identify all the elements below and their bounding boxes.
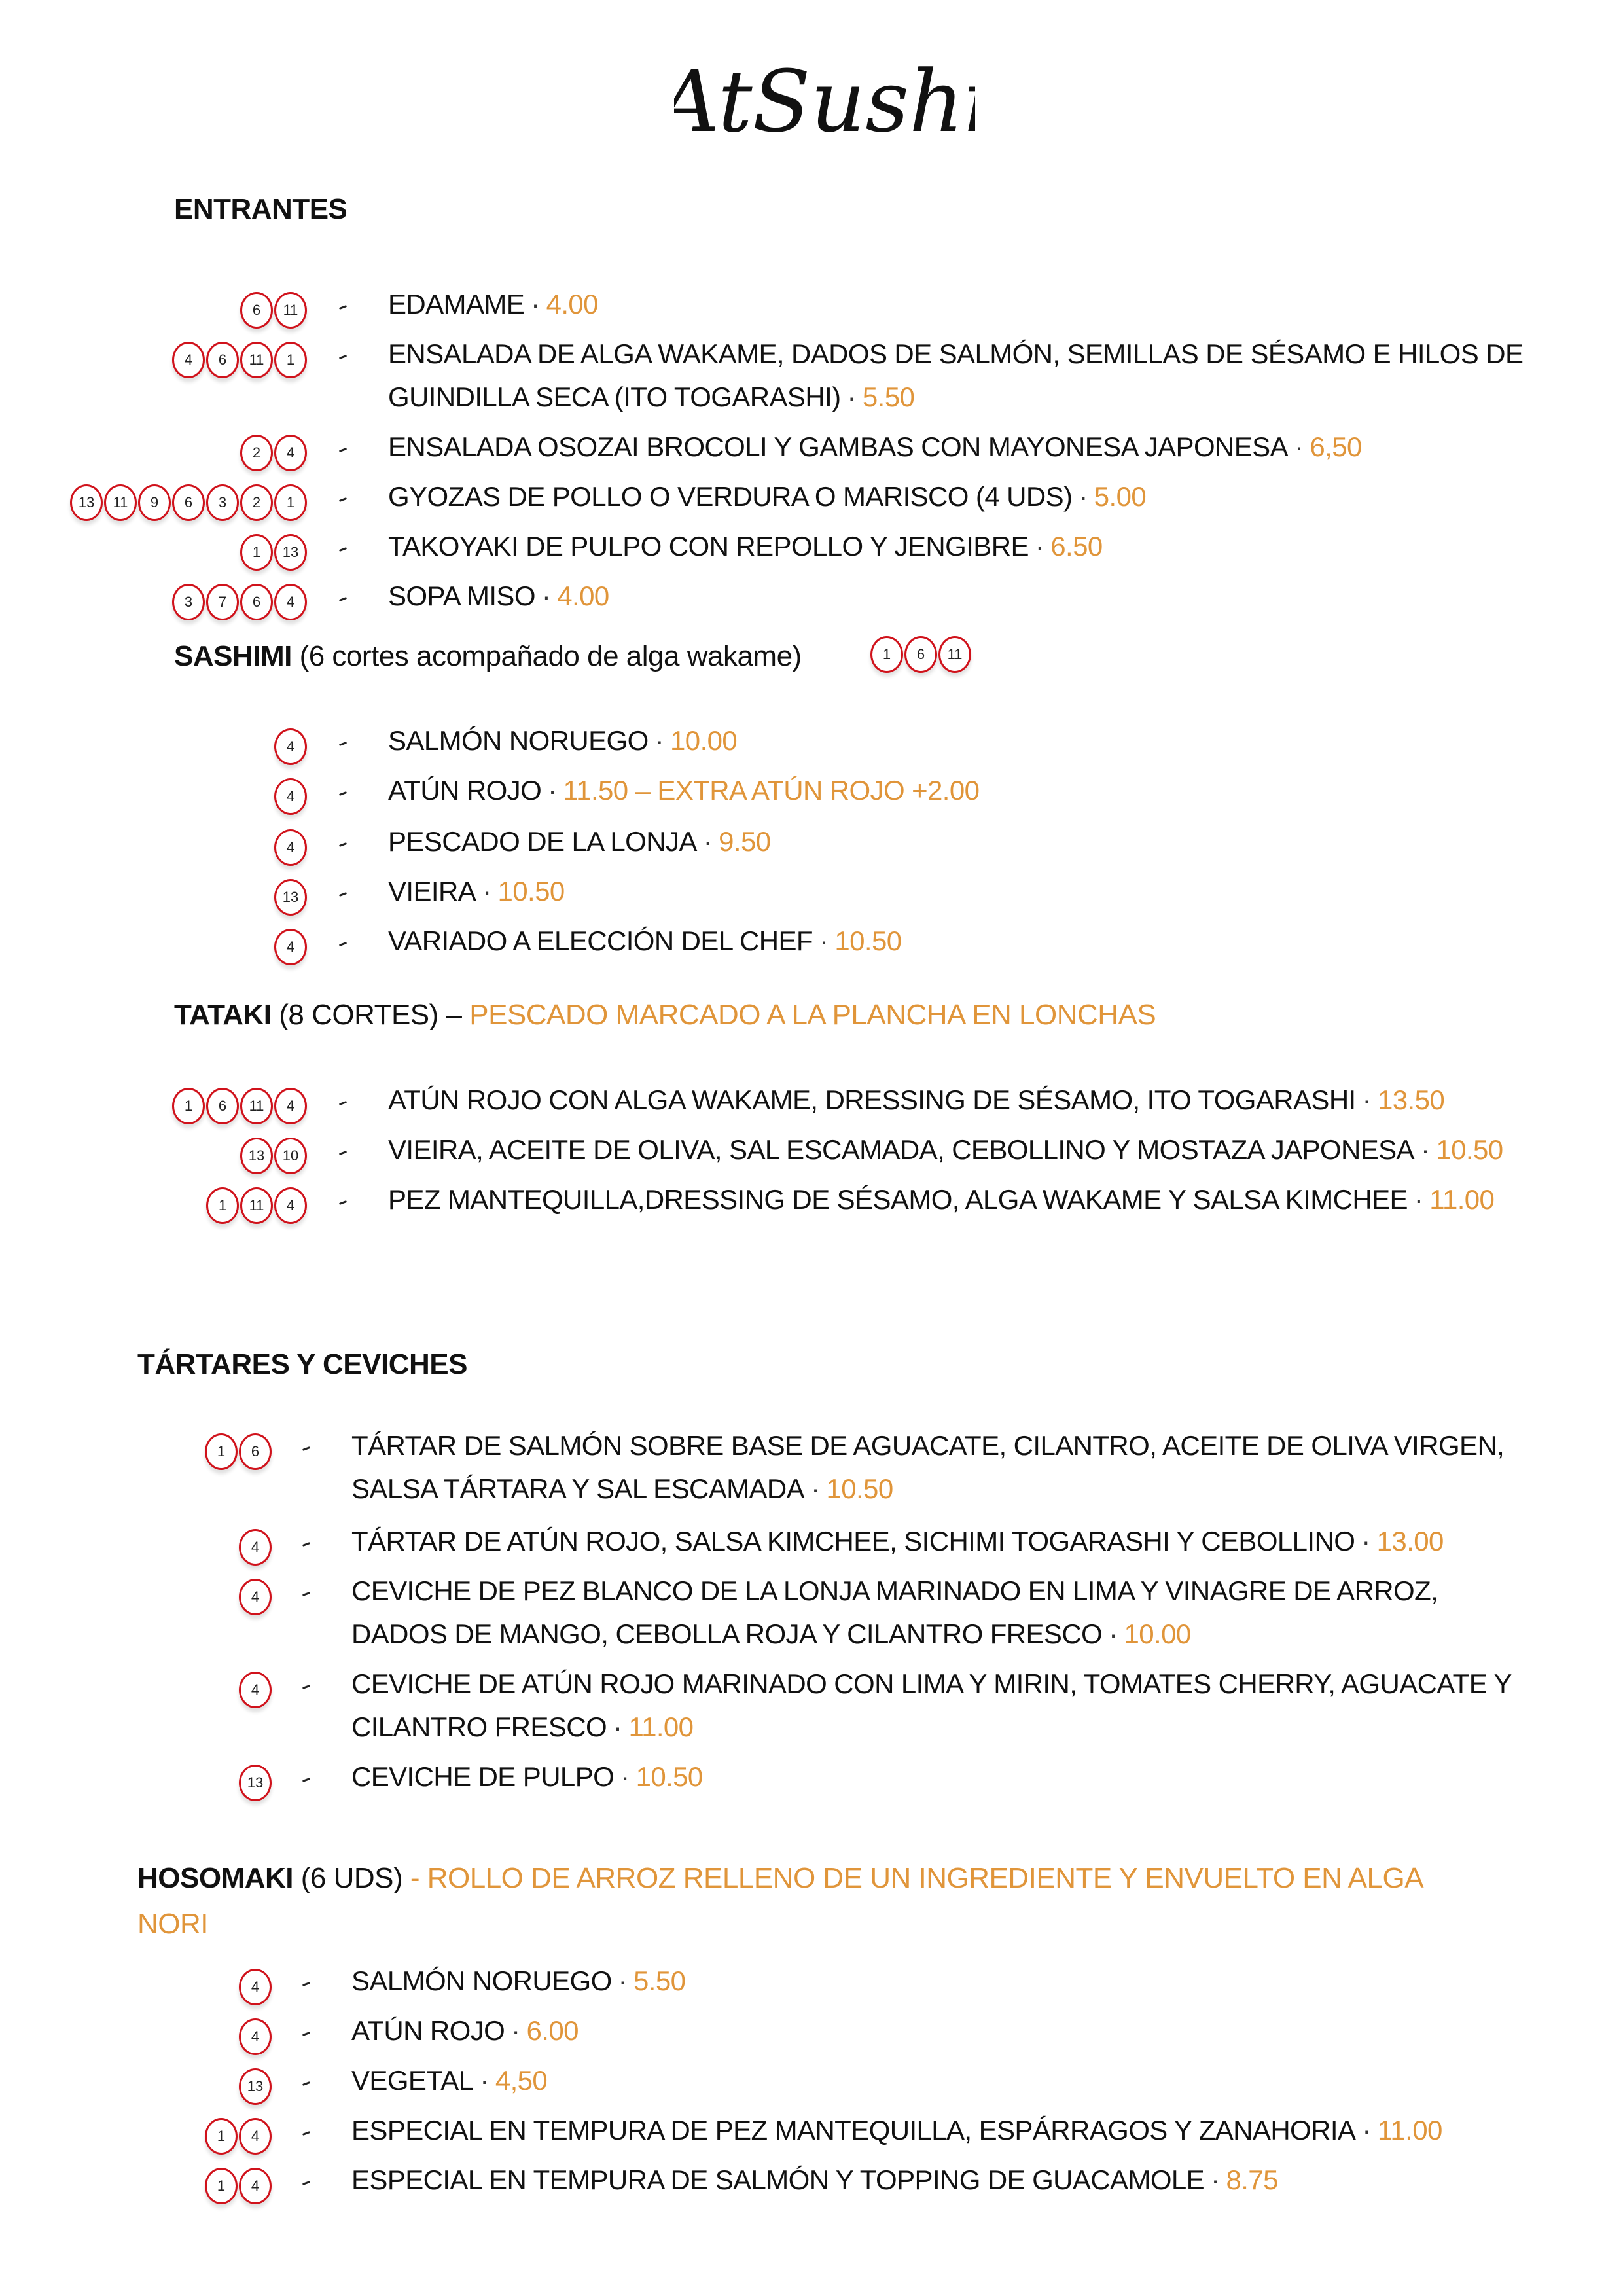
allergen-badges — [69, 484, 307, 524]
bullet-dash-icon — [302, 2081, 310, 2086]
menu-item-text — [351, 1755, 1516, 1799]
allergen-badges — [238, 2018, 272, 2058]
menu-item — [0, 1761, 1623, 1804]
menu-item-price: 11.00 — [1429, 1184, 1495, 1215]
allergen-badge: 4 — [274, 929, 307, 965]
section-description: - ROLLO DE ARROZ RELLENO DE UN INGREDIENTE Y ENVUELTO EN ALGA NORI — [137, 1862, 1422, 1940]
menu-item-price: 9.50 — [719, 826, 771, 857]
menu-item-name: ATÚN ROJO CON ALGA WAKAME, DRESSING DE SÉSAMO, ITO TOGARASHI — [388, 1085, 1356, 1115]
bullet-dash-icon — [339, 547, 347, 552]
menu-item — [0, 2065, 1623, 2108]
menu-item-text — [388, 870, 1553, 913]
menu-item-text — [351, 2159, 1556, 2202]
section-description: PESCADO MARCADO A LA PLANCHA EN LONCHAS — [469, 999, 1156, 1031]
menu-item-name: TAKOYAKI DE PULPO CON REPOLLO Y JENGIBRE — [388, 531, 1029, 562]
menu-item-text — [388, 1079, 1553, 1122]
bullet-dash-icon — [302, 2181, 310, 2185]
allergen-badges — [238, 1765, 272, 1804]
menu-item-text — [388, 475, 1553, 518]
allergen-badge: 11 — [104, 484, 137, 521]
price-separator: · — [541, 581, 551, 611]
bullet-dash-icon — [339, 892, 347, 897]
bullet-dash-icon — [302, 1446, 310, 1451]
price-separator: · — [531, 289, 540, 319]
allergen-badges — [204, 1433, 272, 1473]
price-separator: · — [480, 2065, 489, 2096]
allergen-badge: 6 — [239, 1433, 272, 1470]
allergen-badge: 13 — [274, 879, 307, 916]
menu-item-name: EDAMAME — [388, 289, 525, 319]
menu-item-price: 10.50 — [635, 1761, 703, 1792]
bullet-dash-icon — [339, 1200, 347, 1205]
section-title-sashimi — [174, 640, 802, 673]
section-title-tataki — [174, 999, 1156, 1031]
menu-item-name: ESPECIAL EN TEMPURA DE PEZ MANTEQUILLA, ESPÁRRAGOS Y ZANAHORIA — [351, 2115, 1356, 2145]
allergen-badge: 4 — [274, 1187, 307, 1224]
menu-item-text — [388, 332, 1553, 419]
menu-item-text — [351, 1520, 1516, 1563]
allergen-badge: 4 — [274, 1088, 307, 1124]
price-separator: · — [1414, 1184, 1423, 1215]
menu-item-price: 5.50 — [862, 382, 915, 412]
allergen-badge: 1 — [205, 2168, 238, 2204]
allergen-badge: 13 — [240, 1138, 273, 1174]
allergen-badge: 4 — [172, 342, 205, 378]
menu-item-price: 5.00 — [1094, 481, 1147, 512]
allergen-badges — [238, 1579, 272, 1618]
menu-item-text — [388, 769, 1553, 812]
price-separator: · — [654, 725, 664, 756]
menu-item-name: VIEIRA, ACEITE DE OLIVA, SAL ESCAMADA, CEBOLLINO Y MOSTAZA JAPONESA — [388, 1134, 1414, 1165]
allergen-badge: 4 — [274, 778, 307, 815]
menu-item-text — [388, 425, 1553, 469]
menu-item — [0, 725, 1623, 768]
brand-name: AtSushi — [674, 52, 975, 151]
menu-item-text — [351, 1662, 1516, 1749]
menu-item-name: VARIADO A ELECCIÓN DEL CHEF — [388, 925, 813, 956]
section-name: SASHIMI — [174, 640, 292, 672]
allergen-badges — [273, 879, 307, 918]
allergen-badge: 11 — [240, 1187, 273, 1224]
allergen-badge: 7 — [206, 584, 239, 620]
menu-item-text — [351, 2109, 1556, 2152]
price-separator: · — [613, 1712, 622, 1742]
menu-item-name: ATÚN ROJO — [388, 775, 542, 806]
menu-item-text — [351, 1570, 1516, 1656]
allergen-badge: 4 — [239, 2118, 272, 2155]
allergen-badges — [239, 435, 307, 474]
allergen-badge: 13 — [239, 1765, 272, 1801]
menu-item-name: CEVICHE DE ATÚN ROJO MARINADO CON LIMA Y MIRIN, TOMATES CHERRY, AGUACATE Y CILANTRO FRESCO — [351, 1668, 1512, 1742]
allergen-badge: 4 — [239, 2018, 272, 2055]
price-separator: · — [1362, 2115, 1371, 2145]
menu-item — [0, 1184, 1623, 1227]
menu-item-price: 13.00 — [1376, 1526, 1444, 1556]
bullet-dash-icon — [339, 842, 347, 847]
menu-item-name: SALMÓN NORUEGO — [351, 1965, 612, 1996]
menu-item — [0, 431, 1623, 474]
menu-item — [0, 1965, 1623, 2008]
menu-item-price: 10.50 — [1436, 1134, 1503, 1165]
allergen-badge: 4 — [239, 2168, 272, 2204]
allergen-badge: 11 — [938, 636, 971, 673]
menu-item — [0, 1668, 1623, 1742]
menu-item-text — [388, 283, 1553, 326]
logo-script-icon — [674, 46, 975, 157]
section-name: ENTRANTES — [174, 193, 348, 225]
menu-item — [0, 775, 1623, 817]
menu-item-text — [388, 1128, 1553, 1172]
allergen-badge: 13 — [274, 534, 307, 571]
bullet-dash-icon — [302, 2032, 310, 2036]
bullet-dash-icon — [339, 497, 347, 502]
allergen-badge: 11 — [240, 1088, 273, 1124]
allergen-badges — [273, 929, 307, 968]
allergen-badges — [239, 292, 307, 331]
menu-item — [0, 925, 1623, 968]
allergen-badges — [273, 728, 307, 768]
section-name: TATAKI — [174, 999, 272, 1031]
menu-item-price: 11.00 — [1377, 2115, 1442, 2145]
menu-item-name: PESCADO DE LA LONJA — [388, 826, 697, 857]
menu-item-price: 10.50 — [497, 876, 565, 906]
menu-item-text — [388, 525, 1553, 568]
menu-item — [0, 338, 1623, 412]
menu-item — [0, 1134, 1623, 1177]
menu-item-name: ENSALADA DE ALGA WAKAME, DADOS DE SALMÓN, SEMILLAS DE SÉSAMO E HILOS DE GUINDILLA SECA (ITO TOGARASHI) — [388, 338, 1524, 412]
allergen-badge: 4 — [239, 1579, 272, 1615]
menu-item-price: 6.00 — [526, 2015, 579, 2046]
menu-item — [0, 1575, 1623, 1649]
menu-item-name: CEVICHE DE PEZ BLANCO DE LA LONJA MARINADO EN LIMA Y VINAGRE DE ARROZ, DADOS DE MANGO, CEBOLLA ROJA Y CILANTRO FRESCO — [351, 1575, 1438, 1649]
menu-item-name: SALMÓN NORUEGO — [388, 725, 649, 756]
menu-item-text — [351, 2009, 1556, 2053]
allergen-badges — [205, 1187, 307, 1227]
bullet-dash-icon — [302, 1982, 310, 1986]
menu-item-text — [388, 719, 1553, 762]
bullet-dash-icon — [339, 942, 347, 946]
menu-item-price: 4.00 — [546, 289, 598, 319]
bullet-dash-icon — [339, 305, 347, 310]
allergen-badge: 6 — [172, 484, 205, 521]
allergen-badge: 4 — [239, 1529, 272, 1566]
price-separator: · — [482, 876, 491, 906]
allergen-badge: 1 — [206, 1187, 239, 1224]
menu-item-name: ESPECIAL EN TEMPURA DE SALMÓN Y TOPPING DE GUACAMOLE — [351, 2164, 1205, 2195]
price-separator: · — [847, 382, 856, 412]
menu-item-text — [388, 820, 1553, 863]
price-separator: · — [819, 925, 829, 956]
menu-item-price: 11.00 — [628, 1712, 694, 1742]
price-separator: · — [703, 826, 713, 857]
menu-item — [0, 1085, 1623, 1127]
allergen-badge: 4 — [274, 829, 307, 866]
allergen-badge: 4 — [274, 728, 307, 765]
allergen-badge: 1 — [870, 636, 903, 673]
allergen-badges — [238, 1672, 272, 1711]
bullet-dash-icon — [302, 1685, 310, 1689]
allergen-badge: 2 — [240, 435, 273, 471]
allergen-badge: 1 — [205, 1433, 238, 1470]
allergen-badge: 10 — [274, 1138, 307, 1174]
bullet-dash-icon — [302, 2131, 310, 2136]
menu-item-text — [388, 920, 1553, 963]
price-separator: · — [620, 1761, 630, 1792]
menu-item-price: 4,50 — [495, 2065, 548, 2096]
allergen-badge: 9 — [138, 484, 171, 521]
menu-item-name: CEVICHE DE PULPO — [351, 1761, 615, 1792]
section-title-hosomaki — [137, 1856, 1486, 1947]
section-subtitle: (6 cortes acompañado de alga wakame) — [291, 640, 802, 672]
section-name: TÁRTARES Y CEVICHES — [137, 1348, 467, 1380]
price-separator: · — [548, 775, 557, 806]
allergen-badges — [238, 2068, 272, 2108]
allergen-badges — [273, 829, 307, 869]
menu-item-price: 6.50 — [1050, 531, 1103, 562]
allergen-badge: 1 — [274, 342, 307, 378]
menu-item-text — [351, 1424, 1516, 1511]
allergen-badges — [238, 1969, 272, 2008]
menu-item-price: 10.00 — [670, 725, 738, 756]
menu-item-price: 10.00 — [1124, 1619, 1191, 1649]
menu-item-name: ENSALADA OSOZAI BROCOLI Y GAMBAS CON MAYONESA JAPONESA — [388, 431, 1289, 462]
menu-item — [0, 289, 1623, 331]
menu-item-name: VIEIRA — [388, 876, 476, 906]
menu-item — [0, 2015, 1623, 2058]
menu-item — [0, 2115, 1623, 2157]
price-separator: · — [1294, 431, 1304, 462]
price-separator: · — [1420, 1134, 1430, 1165]
allergen-badges — [204, 2168, 272, 2207]
bullet-dash-icon — [339, 597, 347, 601]
allergen-badge: 3 — [206, 484, 239, 521]
menu-item-price: 5.50 — [633, 1965, 686, 1996]
allergen-badge: 11 — [274, 292, 307, 329]
section-allergen-badges — [869, 636, 971, 675]
price-separator: · — [1109, 1619, 1118, 1649]
menu-item-name: ATÚN ROJO — [351, 2015, 505, 2046]
allergen-badge: 1 — [240, 534, 273, 571]
allergen-badge: 6 — [206, 342, 239, 378]
section-subtitle: (6 UDS) — [293, 1862, 410, 1894]
menu-item-name: GYOZAS DE POLLO O VERDURA O MARISCO (4 UDS) — [388, 481, 1073, 512]
allergen-badges — [204, 2118, 272, 2157]
allergen-badge: 6 — [206, 1088, 239, 1124]
menu-item — [0, 2164, 1623, 2207]
menu-item-price: 4.00 — [557, 581, 609, 611]
menu-item-price: 11.50 – EXTRA ATÚN ROJO +2.00 — [563, 775, 980, 806]
allergen-badge: 1 — [205, 2118, 238, 2155]
price-separator: · — [1362, 1085, 1372, 1115]
bullet-dash-icon — [339, 742, 347, 746]
menu-item-name: TÁRTAR DE SALMÓN SOBRE BASE DE AGUACATE, CILANTRO, ACEITE DE OLIVA VIRGEN, SALSA TÁRTARA Y SAL ESCAMADA — [351, 1430, 1505, 1504]
allergen-badge: 11 — [240, 342, 273, 378]
allergen-badge: 13 — [239, 2068, 272, 2105]
price-separator: · — [1211, 2164, 1220, 2195]
menu-item-price: 13.50 — [1378, 1085, 1445, 1115]
section-title-entrantes — [174, 193, 347, 226]
allergen-badge: 6 — [240, 584, 273, 620]
menu-item — [0, 876, 1623, 918]
allergen-badge: 13 — [70, 484, 103, 521]
menu-item-name: TÁRTAR DE ATÚN ROJO, SALSA KIMCHEE, SICHIMI TOGARASHI Y CEBOLLINO — [351, 1526, 1355, 1556]
menu-item-price: 10.50 — [826, 1473, 893, 1504]
menu-item-text — [351, 2059, 1556, 2102]
price-separator: · — [1361, 1526, 1370, 1556]
allergen-badge: 3 — [172, 584, 205, 620]
section-subtitle: (8 CORTES) – — [271, 999, 470, 1031]
allergen-badges — [273, 778, 307, 817]
price-separator: · — [511, 2015, 520, 2046]
allergen-badges — [171, 342, 307, 381]
brand-logo — [674, 46, 975, 157]
bullet-dash-icon — [302, 1542, 310, 1547]
menu-item — [0, 481, 1623, 524]
section-title-tartares — [137, 1348, 467, 1381]
menu-item — [0, 581, 1623, 623]
allergen-badge: 4 — [274, 584, 307, 620]
allergen-badge: 4 — [239, 1672, 272, 1708]
allergen-badges — [238, 1529, 272, 1568]
allergen-badges — [239, 534, 307, 573]
bullet-dash-icon — [302, 1592, 310, 1596]
allergen-badges — [171, 1088, 307, 1127]
price-separator: · — [1035, 531, 1044, 562]
price-separator: · — [618, 1965, 628, 1996]
menu-item — [0, 531, 1623, 573]
bullet-dash-icon — [339, 448, 347, 452]
menu-item-text — [388, 1178, 1553, 1221]
bullet-dash-icon — [339, 355, 347, 359]
menu-item-price: 10.50 — [834, 925, 902, 956]
menu-item — [0, 826, 1623, 869]
menu-item-price: 6,50 — [1310, 431, 1362, 462]
allergen-badge: 6 — [904, 636, 937, 673]
menu-item-name: SOPA MISO — [388, 581, 535, 611]
price-separator: · — [1079, 481, 1088, 512]
menu-item — [0, 1430, 1623, 1504]
allergen-badge: 6 — [240, 292, 273, 329]
price-separator: · — [811, 1473, 820, 1504]
allergen-badge: 4 — [274, 435, 307, 471]
allergen-badge: 1 — [172, 1088, 205, 1124]
menu-item — [0, 1526, 1623, 1568]
menu-item-name: PEZ MANTEQUILLA,DRESSING DE SÉSAMO, ALGA WAKAME Y SALSA KIMCHEE — [388, 1184, 1408, 1215]
allergen-badges — [171, 584, 307, 623]
section-name: HOSOMAKI — [137, 1862, 293, 1894]
menu-item-name: VEGETAL — [351, 2065, 474, 2096]
allergen-badge: 1 — [274, 484, 307, 521]
bullet-dash-icon — [302, 1778, 310, 1782]
allergen-badges — [239, 1138, 307, 1177]
allergen-badge: 4 — [239, 1969, 272, 2005]
menu-item-text — [388, 575, 1553, 618]
allergen-badge: 2 — [240, 484, 273, 521]
menu-item-price: 8.75 — [1226, 2164, 1278, 2195]
bullet-dash-icon — [339, 791, 347, 796]
bullet-dash-icon — [339, 1101, 347, 1105]
menu-item-text — [351, 1960, 1556, 2003]
bullet-dash-icon — [339, 1151, 347, 1155]
